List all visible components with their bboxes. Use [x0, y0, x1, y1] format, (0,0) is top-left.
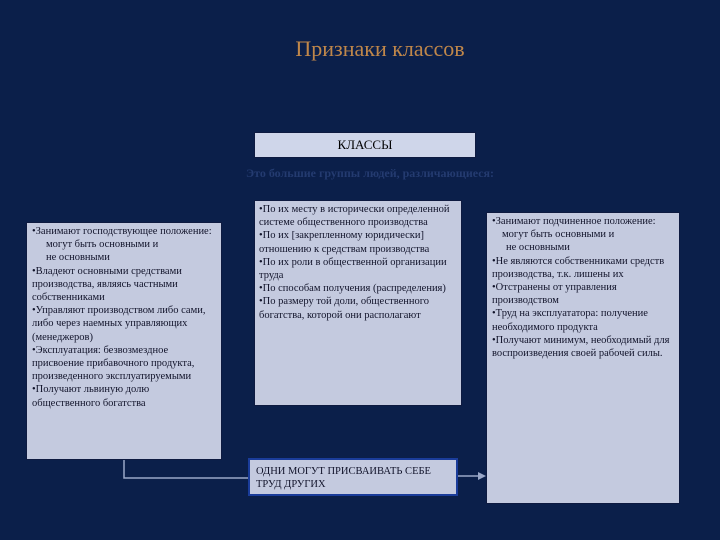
- right-item: •Получают минимум, необходимый для воспроизведения своей рабочей силы.: [492, 334, 670, 360]
- right-item: •Труд на эксплуататора: получение необходимого продукта: [492, 308, 648, 333]
- left-item: •Эксплуатация: безвозмездное присвоение прибавочного продукта, произведенного эксплуатируемыми: [32, 344, 195, 383]
- right-item: •Занимают подчиненное положение:: [492, 216, 656, 227]
- slide-title: Признаки классов: [295, 36, 465, 61]
- right-item: •Отстранены от управления производством: [492, 282, 617, 307]
- left-item: •Занимают господствующее положение:: [32, 226, 212, 237]
- left-item: •Владеют основными средствами производства, являясь частными собственниками: [32, 265, 182, 304]
- right-item: •Не являются собственниками средств производства, т.к. лишены их: [492, 255, 665, 280]
- left-item: не основными: [46, 252, 110, 264]
- right-item: не основными: [506, 242, 570, 254]
- left-item: •Управляют производством либо сами, либо через наемных управляющих (менеджеров): [32, 305, 206, 343]
- criteria-item: •По их месту в исторически определенной системе общественного производства: [259, 204, 450, 229]
- criteria-item: •По способам получения (распределения): [259, 283, 446, 295]
- appropriation-box: ОДНИ МОГУТ ПРИСВАИВАТЬ СЕБЕ ТРУД ДРУГИХ: [248, 458, 458, 496]
- left-item: могут быть основными и: [46, 239, 159, 251]
- criteria-item: •По размеру той доли, общественного богатства, которой они располагают: [259, 296, 430, 321]
- left-connector-line: [124, 460, 248, 478]
- arrow-head-right-icon: [478, 472, 486, 480]
- subtitle: Это большие группы людей, различающиеся:: [245, 166, 495, 180]
- criteria-item: •По их [закрепленному юридически] отношению к средствам производства: [259, 230, 430, 255]
- classes-box: КЛАССЫ: [254, 132, 476, 158]
- criteria-item: •По их роли в общественной организации труда: [259, 256, 447, 282]
- left-item: •Получают львиную долю общественного богатства: [32, 384, 150, 409]
- right-item: могут быть основными и: [502, 229, 615, 241]
